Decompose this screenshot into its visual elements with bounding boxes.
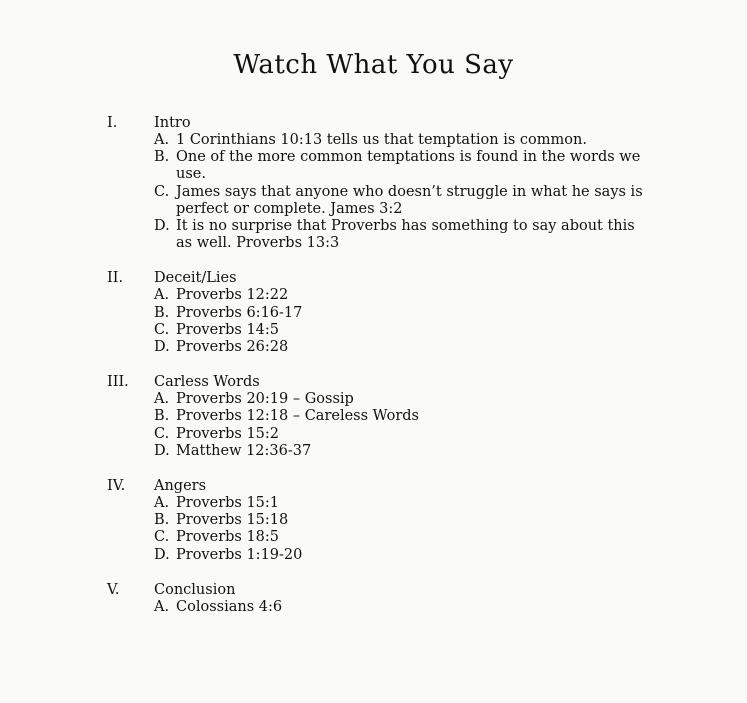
outline-subitem	[154, 512, 654, 529]
subitem-list	[154, 495, 667, 564]
subitem-letter: A.	[154, 132, 170, 148]
section-heading-row	[107, 581, 667, 599]
section-heading-row	[107, 269, 667, 287]
outline-section	[107, 373, 667, 460]
subitem-text: Proverbs 15:2	[176, 425, 280, 442]
outline-subitem	[154, 495, 654, 512]
subitem-text: Proverbs 15:18	[176, 512, 289, 529]
subitem-list	[154, 287, 667, 356]
section-numeral: I.	[107, 115, 118, 131]
subitem-text: Proverbs 18:5	[176, 529, 280, 546]
subitem-letter: A.	[154, 391, 170, 408]
subitem-letter: D.	[154, 546, 170, 563]
subitem-list	[154, 132, 667, 252]
section-heading: Intro	[154, 115, 191, 131]
outline-subitem	[154, 529, 654, 546]
outline-subitem	[154, 218, 654, 252]
outline-subitem	[154, 149, 654, 183]
outline-subitem	[154, 287, 654, 304]
subitem-text: Proverbs 6:16-17	[176, 304, 303, 321]
subitem-text: Colossians 4:6	[176, 598, 283, 615]
subitem-letter: B.	[154, 149, 170, 166]
subitem-letter: A.	[154, 598, 170, 615]
section-numeral: II.	[107, 270, 124, 287]
subitem-list	[154, 391, 667, 460]
subitem-text: Proverbs 1:19-20	[176, 546, 303, 563]
section-heading: Conclusion	[154, 581, 236, 598]
section-heading: Carless Words	[154, 374, 260, 391]
section-numeral: V.	[107, 581, 120, 598]
subitem-text: 1 Corinthians 10:13 tells us that temptation is common.	[176, 132, 587, 148]
subitem-list	[154, 599, 667, 616]
subitem-letter: B.	[154, 512, 170, 529]
section-numeral: III.	[107, 374, 129, 391]
section-heading-row	[107, 114, 667, 132]
subitem-letter: A.	[154, 287, 170, 304]
subitem-letter: C.	[154, 529, 170, 546]
outline-subitem	[154, 599, 654, 616]
outline-section	[107, 269, 667, 356]
subitem-text: Matthew 12:36-37	[176, 442, 312, 459]
subitem-text: Proverbs 20:19 – Gossip	[176, 391, 354, 408]
subitem-letter: C.	[154, 321, 170, 338]
outline-section	[107, 477, 667, 564]
outline-subitem	[154, 426, 654, 443]
subitem-text: One of the more common temptations is found in the words we use.	[176, 149, 641, 183]
outline-subitem	[154, 184, 654, 218]
subitem-letter: D.	[154, 339, 170, 356]
subitem-text: Proverbs 14:5	[176, 321, 280, 338]
subitem-text: It is no surprise that Proverbs has something to say about this as well. Proverbs 13:3	[176, 218, 635, 252]
section-heading-row	[107, 477, 667, 495]
subitem-text: James says that anyone who doesn’t struggle in what he says is perfect or complete. James 3:2	[176, 183, 643, 217]
outline-subitem	[154, 339, 654, 356]
subitem-letter: C.	[154, 425, 170, 442]
document-title: Watch What You Say	[233, 50, 514, 80]
subitem-text: Proverbs 15:1	[176, 495, 280, 512]
subitem-text: Proverbs 12:22	[176, 287, 289, 304]
outline-subitem	[154, 322, 654, 339]
subitem-letter: D.	[154, 218, 170, 235]
outline-section	[107, 581, 667, 616]
outline-section	[107, 114, 667, 252]
outline-subitem	[154, 305, 654, 322]
section-heading: Deceit/Lies	[154, 270, 237, 287]
outline-subitem	[154, 547, 654, 564]
subitem-text: Proverbs 12:18 – Careless Words	[176, 408, 419, 425]
section-heading-row	[107, 373, 667, 391]
outline-subitem	[154, 391, 654, 408]
subitem-letter: A.	[154, 495, 170, 512]
subitem-letter: D.	[154, 442, 170, 459]
subitem-letter: C.	[154, 183, 170, 200]
subitem-letter: B.	[154, 408, 170, 425]
outline-subitem	[154, 443, 654, 460]
sermon-outline	[107, 114, 667, 633]
subitem-letter: B.	[154, 304, 170, 321]
subitem-text: Proverbs 26:28	[176, 339, 289, 356]
section-heading: Angers	[154, 478, 207, 495]
section-numeral: IV.	[107, 478, 126, 495]
outline-subitem	[154, 132, 654, 149]
outline-subitem	[154, 408, 654, 425]
